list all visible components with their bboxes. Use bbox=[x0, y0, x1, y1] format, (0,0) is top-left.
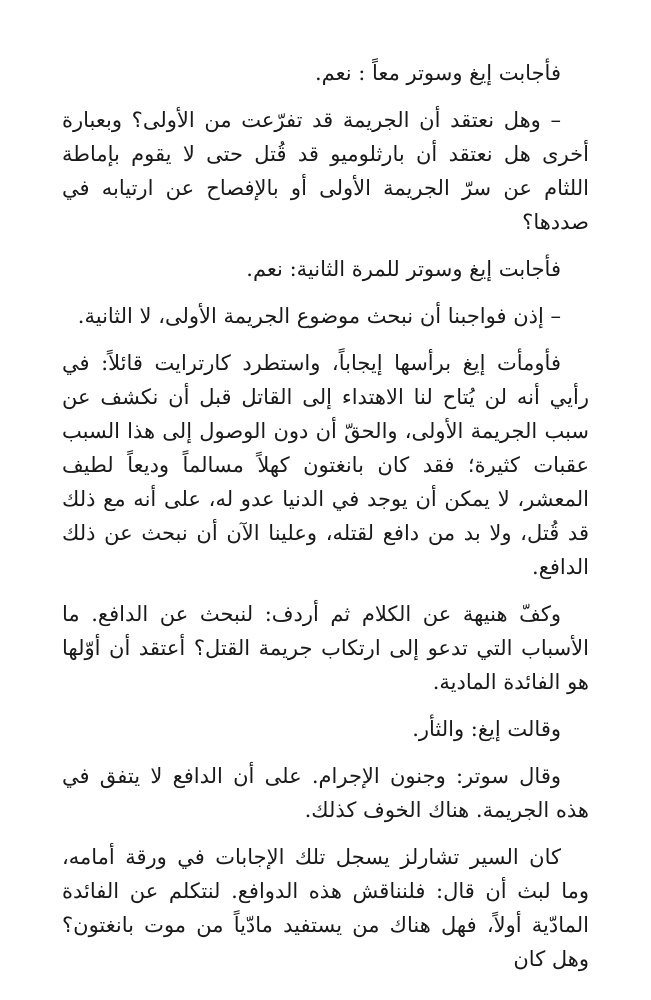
paragraph: فأجابت إيغ وسوتر للمرة الثانية: نعم. bbox=[246, 257, 561, 281]
paragraph: وقالت إيغ: والثأر. bbox=[412, 717, 561, 741]
paragraph: – وهل نعتقد أن الجريمة قد تفرّعت من الأولى؟ وبعبارة أخرى هل نعتقد أن بارثلوميو قد قُتل حتى لا يقوم بإماطة اللثام عن سرّ الجريمة الأولى أو بالإفصاح عن ارتيابه في صددها؟ bbox=[62, 108, 589, 234]
paragraph: وقال سوتر: وجنون الإجرام. على أن الدافع لا يتفق في هذه الجريمة. هناك الخوف كذلك. bbox=[62, 764, 589, 822]
paragraph: وكفّ هنيهة عن الكلام ثم أردف: لنبحث عن الدافع. ما الأسباب التي تدعو إلى ارتكاب جريمة القتل؟ أعتقد أن أوّلها هو الفائدة المادية. bbox=[62, 602, 589, 694]
paragraph: كان السير تشارلز يسجل تلك الإجابات في ورقة أمامه، وما لبث أن قال: فلنناقش هذه الدوافع. لنتكلم عن الفائدة المادّية أولاً، فهل هناك من يستفيد مادّياً من موت بانغتون؟ وهل كان bbox=[62, 845, 589, 971]
paragraph: فأجابت إيغ وسوتر معاً : نعم. bbox=[314, 61, 561, 85]
paragraph: فأومأت إيغ برأسها إيجاباً، واستطرد كارترايت قائلاً: في رأيي أنه لن يُتاح لنا الاهتداء إلى القاتل قبل أن نكشف عن سبب الجريمة الأولى، والحقّ أن دون الوصول إلى هذا السبب عقبات كثيرة؛ فقد كان بانغتون كهلاً مسالماً وديعاً لطيف المعشر، لا يمكن أن يوجد في الدنيا عدو له، على أنه مع ذلك قد قُتل، ولا بد من دافع لقتله، وعلينا الآن أن نبحث عن ذلك الدافع. bbox=[62, 351, 589, 579]
paragraph: – إذن فواجبنا أن نبحث موضوع الجريمة الأولى، لا الثانية. bbox=[77, 304, 561, 328]
